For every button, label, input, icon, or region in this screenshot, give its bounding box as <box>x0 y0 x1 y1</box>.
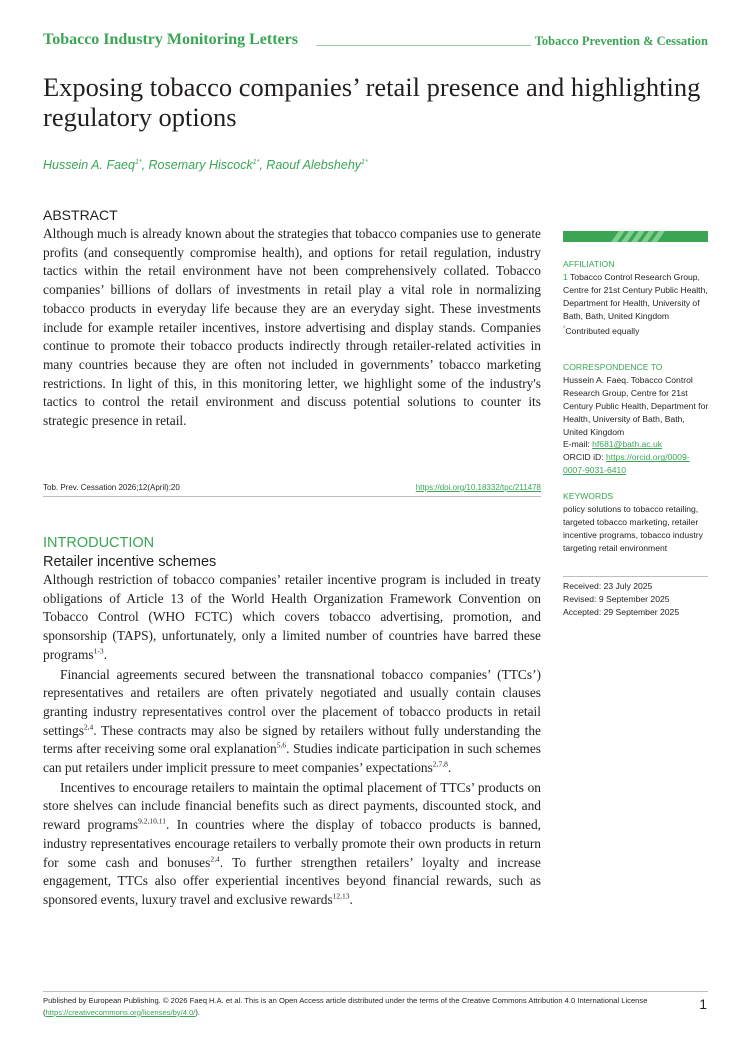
license-link[interactable]: https://creativecommons.org/licenses/by/4.0/ <box>45 1007 196 1017</box>
author-separator: , <box>141 158 149 172</box>
journal-name: Tobacco Prevention & Cessation <box>534 34 708 48</box>
author-affiliation-mark: 1* <box>134 158 142 166</box>
keywords-block <box>563 490 711 555</box>
affiliation-number: 1 <box>563 271 568 282</box>
abstract-heading: ABSTRACT <box>43 207 118 223</box>
received-date: Received: 23 July 2025 <box>563 581 653 591</box>
sidebar-divider <box>563 576 708 577</box>
email-link[interactable]: hf681@bath.ac.uk <box>592 439 663 450</box>
author-separator: , <box>259 158 267 172</box>
email-row <box>563 438 711 451</box>
correspondence-label: CORRESPONDENCE TO <box>563 362 663 372</box>
revised-date: Revised: 9 September 2025 <box>563 593 670 604</box>
keywords-label: KEYWORDS <box>563 491 614 501</box>
citation-superscript[interactable]: 2,7,8 <box>432 759 448 769</box>
affiliation-text: 1 Tobacco Control Research Group, Centre for 21st Century Public Health, Department for Health, University of Bath, Bath, United Kingdom <box>563 271 708 321</box>
body-paragraph: Incentives to encourage retailers to maintain the optimal placement of TTCs’ products on store shelves can include financial benefits such as direct payments, discounted stock, and reward programs$^{9,2,10,11}$. In countries where the display of tobacco products is banned, industry representatives encourage retailers to verbally promote their own products in return for some cash and bonuses$^{2,4}$. To further strengthen retailers’ loyalty and increase engagement, TTCs also offer experiential incentives beyond financial rewards, such as sponsored events, luxury travel and exclusive rewards$^{12,13}$. <box>43 779 542 907</box>
citation-divider <box>43 496 541 497</box>
author-name[interactable]: Raouf Alebshehy <box>266 158 362 172</box>
doi-link[interactable]: https://doi.org/10.18332/tpc/211478 <box>415 483 541 492</box>
citation-superscript[interactable]: 2,4 <box>83 722 94 732</box>
body-text <box>43 571 541 910</box>
equal-contribution-mark: * <box>563 325 566 332</box>
author-affiliation-mark: 1* <box>252 158 260 166</box>
section-heading-introduction: INTRODUCTION <box>43 535 155 551</box>
citation-superscript[interactable]: 2,4 <box>210 854 220 864</box>
correspondence-text: Hussein A. Faeq. Tobacco Control Research Group, Centre for 21st Century Public Health, Department for Health, University of Bath, Bath, United Kingdom <box>563 374 709 437</box>
citation-row <box>43 483 541 492</box>
page-number: 1 <box>699 996 707 1012</box>
citation-superscript[interactable]: 12,13 <box>332 891 350 901</box>
body-paragraph: Although restriction of tobacco companies’ retailer incentive program is included in treaty obligations of Article 13 of the World Health Organization Framework Convention on Tobacco Control (WHO FCTC) which covers tobacco advertising, promotion, and sponsorship (TAPS), unfortunately, only a limited number of countries have barred these programs$^{1-3}$. <box>43 572 541 662</box>
orcid-label: ORCID iD: <box>563 452 604 463</box>
citation-superscript[interactable]: 9,2,10,11 <box>138 816 166 826</box>
footer-divider <box>43 991 708 992</box>
orcid-row <box>563 451 711 477</box>
orcid-link[interactable]: https://orcid.org/0009-0007-9031-6410 <box>563 452 690 476</box>
equal-contribution-note: *Contributed equally <box>563 325 640 336</box>
license-footer: Published by European Publishing. © 2026 Faeq H.A. et al. This is an Open Access article distributed under the terms of the Creative Commons Attribution 4.0 International License (https://creativecommons.org/licenses/by/4.0/). <box>43 996 648 1017</box>
sidebar-accent-bar <box>563 231 708 242</box>
keywords-text: policy solutions to tobacco retailing, targeted tobacco marketing, retailer incentive programs, tobacco industry targeting retail environment <box>563 503 703 553</box>
affiliation-label: AFFILIATION <box>563 259 615 269</box>
citation-superscript[interactable]: 5,6 <box>276 740 287 750</box>
subsection-heading: Retailer incentive schemes <box>43 554 217 570</box>
citation-superscript[interactable]: 1-3 <box>93 646 104 656</box>
author-name[interactable]: Hussein A. Faeq <box>43 158 135 172</box>
author-list <box>43 158 368 172</box>
body-paragraph: Financial agreements secured between the transnational tobacco companies’ (TTCs’) representatives and retailers are often privately negotiated and usually contain clauses granting industry representatives control over the placement of tobacco products in retail settings$^{2,4}$. These contracts may also be signed by retailers without fully understanding the terms after receiving some oral explanation$^{5,6}$. Studies indicate participation in such schemes can put retailers under implicit pressure to meet companies’ expectations$^{2,7,8}$. <box>43 666 541 776</box>
article-title: Exposing tobacco companies’ retail presence and highlighting regulatory options <box>43 72 701 132</box>
header-divider <box>316 45 531 46</box>
dates-block <box>563 580 711 619</box>
author-name[interactable]: Rosemary Hiscock <box>148 158 253 172</box>
citation-reference: Tob. Prev. Cessation 2026;12(April):20 <box>43 483 180 492</box>
abstract-text: Although much is already known about the strategies that tobacco companies use to generate profits (and consequently compromise health), and options for retail regulation, industry tactics within the retail environment have not been comprehensively collated. Tobacco companies’ billions of dollars of investments in retail play a vital role in normalizing tobacco products in everyday life because they are an everyday sight. These investments include for example retailer incentives, instore advertising and display stands. Companies continue to promote their tobacco products indirectly through retailer-related activities in many countries because they are often not included in governments’ tobacco marketing restrictions. In light of this, in this monitoring letter, we highlight some of the industry's tactics to control the retail environment and discuss potential solutions to counter its strategic presence in retail. <box>43 226 541 429</box>
email-label: E-mail: <box>563 439 590 450</box>
journal-series-title: Tobacco Industry Monitoring Letters <box>43 31 298 48</box>
author-affiliation-mark: 1* <box>361 158 368 166</box>
accepted-date: Accepted: 29 September 2025 <box>563 606 680 617</box>
affiliation-block <box>563 258 711 337</box>
correspondence-block <box>563 361 711 477</box>
